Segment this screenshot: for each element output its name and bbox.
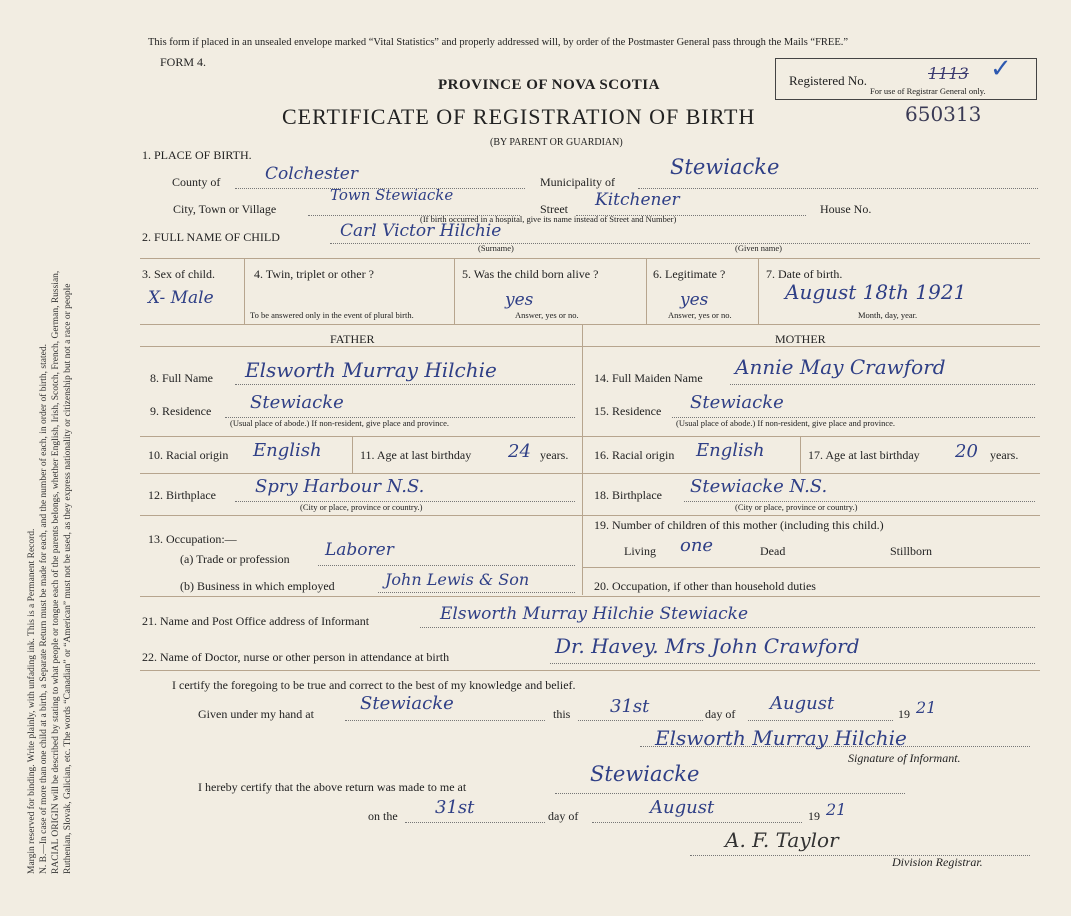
county-label: County of	[172, 175, 221, 189]
father-residence-value: Stewiacke	[250, 392, 344, 413]
sex-label: 3. Sex of child.	[142, 267, 215, 281]
mother-occupation-label: 20. Occupation, if other than household duties	[594, 579, 816, 593]
mother-residence-label: 15. Residence	[594, 404, 662, 418]
alive-value: yes	[505, 290, 534, 310]
father-residence-label: 9. Residence	[150, 404, 212, 418]
this-label: this	[553, 707, 571, 721]
mother-race-value: English	[696, 440, 765, 461]
registrar-place-value: Stewiacke	[590, 762, 700, 786]
given-day-value: 31st	[610, 696, 650, 717]
informant-signature: Elsworth Murray Hilchie	[655, 726, 907, 750]
margin-line: N. B.—In case of more than one child at a birth, a Separate Return must be made for each, and the number of each, in order of birth, stated.	[39, 344, 49, 874]
registered-number: 1113	[928, 64, 969, 83]
form-number: FORM 4.	[160, 55, 207, 69]
house-number-label: House No.	[820, 202, 872, 216]
registrar-general-note: For use of Registrar General only.	[870, 86, 986, 96]
mother-birthplace-value: Stewiacke N.S.	[690, 476, 828, 497]
informant-label: 21. Name and Post Office address of Informant	[142, 614, 370, 628]
birth-date-label: 7. Date of birth.	[766, 267, 843, 281]
mother-name-label: 14. Full Maiden Name	[594, 371, 703, 385]
father-birthplace-value: Spry Harbour N.S.	[255, 476, 425, 497]
registrar-signature: A. F. Taylor	[725, 828, 839, 852]
father-business-label: (b) Business in which employed	[180, 579, 335, 593]
given-month-value: August	[770, 693, 835, 714]
father-birthplace-note: (City or place, province or country.)	[300, 502, 423, 512]
given-at-label: Given under my hand at	[198, 707, 314, 721]
sex-value: X- Male	[148, 288, 214, 308]
city-label: City, Town or Village	[173, 202, 277, 216]
twin-note: To be answered only in the event of plural birth.	[250, 310, 414, 320]
father-race-value: English	[253, 440, 322, 461]
father-race-label: 10. Racial origin	[148, 448, 229, 462]
margin-line: RACIAL ORIGIN will be described by stating to what people or tongue each of the parents belongs, whether English, Irish, Scotch, French, German, Russian,	[51, 270, 61, 874]
given-name-note: (Given name)	[735, 243, 782, 253]
province-heading: PROVINCE OF NOVA SCOTIA	[438, 77, 660, 93]
municipality-value: Stewiacke	[670, 155, 780, 179]
mother-residence-note: (Usual place of abode.) If non-resident, give place and province.	[676, 418, 896, 428]
father-trade-label: (a) Trade or profession	[180, 552, 290, 566]
registrar-year-suffix: 21	[826, 800, 847, 819]
child-name-label: 2. FULL NAME OF CHILD	[142, 230, 280, 244]
day-of-label: day of	[705, 707, 736, 721]
father-business-value: John Lewis & Son	[385, 570, 530, 589]
father-years-label: years.	[540, 448, 569, 462]
surname-note: (Surname)	[478, 243, 514, 253]
mother-age-label: 17. Age at last birthday	[808, 448, 920, 462]
father-occupation-label: 13. Occupation:—	[148, 532, 237, 546]
twin-label: 4. Twin, triplet or other ?	[254, 267, 374, 281]
informant-value: Elsworth Murray Hilchie Stewiacke	[440, 604, 749, 624]
child-name-value: Carl Victor Hilchie	[340, 221, 502, 241]
alive-label: 5. Was the child born alive ?	[462, 267, 599, 281]
registrar-day-of-label: day of	[548, 809, 579, 823]
certificate-subtitle: (BY PARENT OR GUARDIAN)	[490, 137, 623, 148]
margin-line: Margin reserved for binding. Write plainly, with unfading ink. This is a Permanent Record.	[27, 528, 37, 874]
registrar-year-prefix: 19	[808, 809, 820, 823]
alive-note: Answer, yes or no.	[515, 310, 579, 320]
mother-name-value: Annie May Crawford	[735, 355, 946, 379]
city-value: Town Stewiacke	[330, 186, 454, 204]
hospital-note: (If birth occurred in a hospital, give its name instead of Street and Number)	[420, 214, 677, 224]
certificate-title: CERTIFICATE OF REGISTRATION OF BIRTH	[282, 104, 756, 129]
on-the-label: on the	[368, 809, 398, 823]
legitimate-value: yes	[680, 290, 709, 310]
mother-race-label: 16. Racial origin	[594, 448, 675, 462]
living-label: Living	[624, 544, 656, 558]
mother-residence-value: Stewiacke	[690, 392, 784, 413]
living-value: one	[680, 535, 714, 556]
registrar-certify-label: I hereby certify that the above return was made to me at	[198, 780, 467, 794]
stillborn-label: Stillborn	[890, 544, 933, 558]
given-at-value: Stewiacke	[360, 693, 454, 714]
check-mark-icon: ✓	[990, 54, 1012, 83]
stamp-number: 650313	[905, 102, 982, 126]
certify-statement: I certify the foregoing to be true and correct to the best of my knowledge and belief.	[172, 678, 576, 692]
father-age-label: 11. Age at last birthday	[360, 448, 472, 462]
street-label: Street	[540, 202, 568, 216]
place-heading: 1. PLACE OF BIRTH.	[142, 148, 252, 162]
father-age-value: 24	[508, 441, 531, 462]
birth-date-note: Month, day, year.	[858, 310, 918, 320]
mother-birthplace-note: (City or place, province or country.)	[735, 502, 858, 512]
father-trade-value: Laborer	[325, 540, 394, 560]
registrar-day-value: 31st	[435, 797, 475, 818]
doctor-label: 22. Name of Doctor, nurse or other person in attendance at birth	[142, 650, 450, 664]
doctor-value: Dr. Havey. Mrs John Crawford	[555, 634, 860, 658]
father-name-label: 8. Full Name	[150, 371, 213, 385]
father-heading: FATHER	[330, 332, 375, 346]
given-year-suffix: 21	[916, 698, 937, 717]
informant-signature-label: Signature of Informant.	[848, 751, 961, 765]
father-residence-note: (Usual place of abode.) If non-resident, give place and province.	[230, 418, 450, 428]
father-birthplace-label: 12. Birthplace	[148, 488, 216, 502]
street-value: Kitchener	[595, 190, 680, 210]
registered-label: Registered No.	[789, 73, 867, 88]
margin-instructions	[26, 54, 74, 874]
municipality-label: Municipality of	[540, 175, 615, 189]
county-value: Colchester	[265, 164, 358, 184]
mother-age-value: 20	[955, 441, 978, 462]
margin-line: Ruthenian, Slovak, Galician, etc. The words “Canadian” or “American” must not be used, as they express nationality or citizenship but not a race or people	[63, 283, 73, 874]
legitimate-label: 6. Legitimate ?	[653, 267, 726, 281]
registrar-signature-label: Division Registrar.	[892, 855, 983, 869]
mother-children-label: 19. Number of children of this mother (including this child.)	[594, 518, 884, 532]
birth-date-value: August 18th 1921	[785, 280, 967, 304]
father-name-value: Elsworth Murray Hilchie	[245, 358, 497, 382]
mother-birthplace-label: 18. Birthplace	[594, 488, 662, 502]
legitimate-note: Answer, yes or no.	[668, 310, 732, 320]
given-year-prefix: 19	[898, 707, 910, 721]
dead-label: Dead	[760, 544, 786, 558]
mother-heading: MOTHER	[775, 332, 826, 346]
mother-years-label: years.	[990, 448, 1019, 462]
mailing-notice: This form if placed in an unsealed envelope marked “Vital Statistics” and properly addressed will, by order of the Postmaster General pass through the Mails “FREE.”	[148, 37, 849, 48]
registrar-month-value: August	[650, 797, 715, 818]
